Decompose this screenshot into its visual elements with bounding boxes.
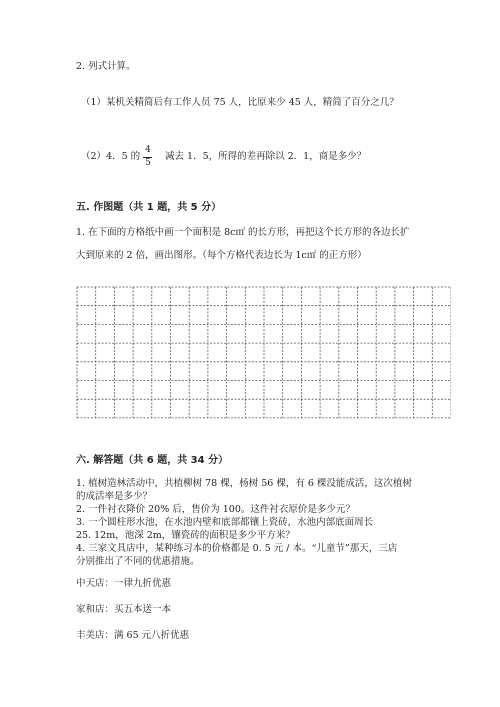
fraction-numerator: 4 xyxy=(145,145,151,155)
question-2-1: （1）某机关精简后有工作人员 75 人，比原来少 45 人，精简了百分之几？ xyxy=(81,97,399,108)
store-jiahe: 家和店：买五本送一本 xyxy=(76,604,172,615)
drawing-question-line-1: 1. 在下面的方格纸中画一个面积是 8c㎡ 的长方形，再把这个长方形的各边长扩 xyxy=(76,227,410,238)
drawing-question-line-2: 大到原来的 2 倍，画出图形。（每个方格代表边长为 1c㎡ 的正方形） xyxy=(76,250,367,261)
problem-4-line-1: 4. 三家文具店中，某种练习本的价格都是 0. 5 元 / 本。“儿童节”那天，三店 xyxy=(76,543,398,554)
problem-3-line-2: 25. 12m，池深 2m，镶瓷砖的面积是多少平方米？ xyxy=(76,530,295,541)
problem-1-line-1: 1. 植树造林活动中，共植柳树 78 棵，杨树 56 棵，有 6 棵没能成活，这次植树 xyxy=(76,478,412,489)
problem-1-line-2: 的成活率是多少？ xyxy=(76,491,153,502)
store-fengmei: 丰美店：满 65 元八折优惠 xyxy=(76,630,190,641)
store-zhongtian: 中天店：一律九折优惠 xyxy=(76,578,172,589)
question-2-2-prefix: （2）4．5 的 xyxy=(81,151,141,162)
section-2-heading: 2. 列式计算。 xyxy=(76,61,136,72)
problem-4-line-2: 分别推出了不同的优惠措施。 xyxy=(76,556,200,567)
problem-3-line-1: 3. 一个圆柱形水池，在水池内壁和底部都镶上瓷砖，水池内部底面周长 xyxy=(76,517,374,528)
problem-2: 2. 一件衬衣降价 20% 后，售价为 100。这件衬衣原价是多少元？ xyxy=(76,504,355,515)
square-grid-paper xyxy=(76,286,451,426)
question-2-2-suffix: 减去 1．5，所得的差再除以 2．1，商是多少？ xyxy=(165,151,367,162)
fraction-denominator: 5 xyxy=(145,158,151,168)
section-6-heading: 六. 解答题（共 6 题，共 34 分） xyxy=(76,455,229,466)
section-5-heading: 五. 作图题（共 1 题，共 5 分） xyxy=(76,202,222,213)
